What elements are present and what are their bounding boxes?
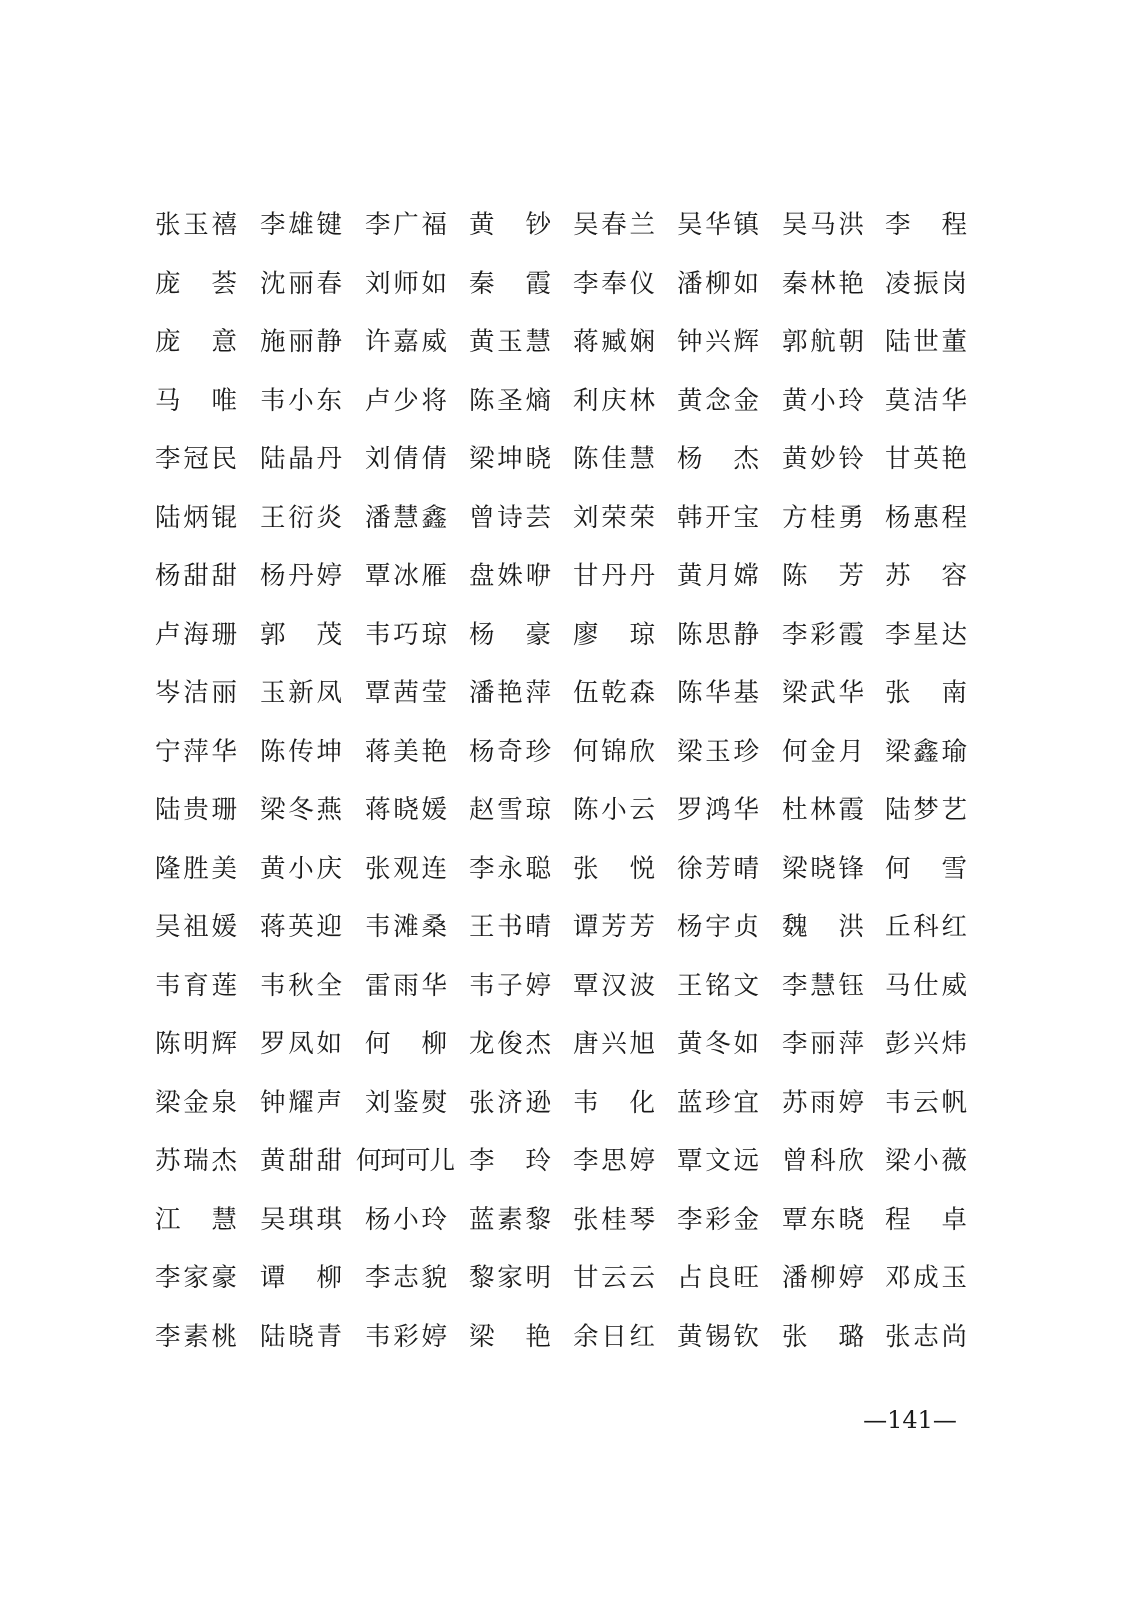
person-name: 许嘉威	[365, 327, 447, 357]
person-name: 陆炳锟	[155, 502, 237, 533]
person-name: 梁鑫瑜	[885, 736, 967, 767]
person-name: 罗鸿华	[677, 795, 759, 825]
person-name: 李彩霞	[782, 619, 864, 650]
person-name: 庞 荟	[155, 268, 237, 299]
name-row	[0, 1313, 1131, 1372]
person-name: 李慧钰	[782, 970, 864, 1001]
person-name: 韦子婷	[469, 970, 551, 1001]
person-name: 陈明辉	[155, 1029, 237, 1059]
person-name: 梁武华	[782, 678, 864, 708]
name-row	[0, 728, 1131, 787]
person-name: 黎家明	[469, 1263, 551, 1293]
person-name: 何 雪	[885, 853, 967, 884]
person-name: 梁冬燕	[260, 795, 342, 825]
person-name: 韦巧琼	[365, 619, 447, 650]
person-name: 刘倩倩	[365, 444, 447, 474]
person-name: 赵雪琼	[469, 795, 551, 825]
person-name: 蒋美艳	[365, 736, 447, 767]
person-name: 隆胜美	[155, 853, 237, 884]
person-name: 黄甜甜	[260, 1146, 342, 1176]
name-row	[0, 786, 1131, 845]
page-number: —141—	[863, 1406, 957, 1434]
name-row	[0, 1137, 1131, 1196]
person-name: 程 卓	[885, 1204, 967, 1235]
person-name: 蒋英迎	[260, 912, 342, 942]
person-name: 卢海珊	[155, 619, 237, 650]
name-row	[0, 494, 1131, 553]
person-name: 邓成玉	[885, 1263, 967, 1293]
person-name: 曾科欣	[782, 1146, 864, 1176]
person-name: 梁金泉	[155, 1087, 237, 1118]
person-name: 吴春兰	[573, 210, 655, 240]
person-name: 杨甜甜	[155, 561, 237, 591]
person-name: 杨 杰	[677, 444, 759, 474]
person-name: 潘艳萍	[469, 678, 551, 708]
person-name: 韦 化	[573, 1087, 655, 1118]
person-name: 杨小玲	[365, 1204, 447, 1235]
name-row	[0, 962, 1131, 1021]
names-grid	[0, 201, 1131, 1371]
person-name: 蒋晓媛	[365, 795, 447, 825]
person-name: 吴琪琪	[260, 1204, 342, 1235]
person-name: 张 璐	[782, 1321, 864, 1352]
person-name: 沈丽春	[260, 268, 342, 299]
person-name: 韦滩桑	[365, 912, 447, 942]
person-name: 施丽静	[260, 327, 342, 357]
person-name: 庞 意	[155, 327, 237, 357]
name-row	[0, 669, 1131, 728]
person-name: 刘鉴熨	[365, 1087, 447, 1118]
person-name: 黄妙铃	[782, 444, 864, 474]
person-name: 陈思静	[677, 619, 759, 650]
person-name: 利庆林	[573, 385, 655, 416]
person-name: 潘柳婷	[782, 1263, 864, 1293]
name-row	[0, 1020, 1131, 1079]
person-name: 李永聪	[469, 853, 551, 884]
person-name: 梁玉珍	[677, 736, 759, 767]
person-name: 何珂可儿	[355, 1146, 454, 1176]
person-name: 张桂琴	[573, 1204, 655, 1235]
person-name: 郭 茂	[260, 619, 342, 650]
person-name: 覃东晓	[782, 1204, 864, 1235]
person-name: 伍乾森	[573, 678, 655, 708]
person-name: 杨丹婷	[260, 561, 342, 591]
person-name: 李冠民	[155, 444, 237, 474]
person-name: 梁小薇	[885, 1146, 967, 1176]
person-name: 魏 洪	[782, 912, 864, 942]
person-name: 李家豪	[155, 1263, 237, 1293]
person-name: 玉新凤	[260, 678, 342, 708]
person-name: 陈 芳	[782, 561, 864, 591]
person-name: 唐兴旭	[573, 1029, 655, 1059]
name-row	[0, 201, 1131, 260]
person-name: 徐芳晴	[677, 853, 759, 884]
person-name: 卢少将	[365, 385, 447, 416]
person-name: 张观连	[365, 853, 447, 884]
person-name: 廖 琼	[573, 619, 655, 650]
person-name: 苏 容	[885, 561, 967, 591]
person-name: 韦小东	[260, 385, 342, 416]
person-name: 覃冰雁	[365, 561, 447, 591]
person-name: 张玉禧	[155, 210, 237, 240]
person-name: 李思婷	[573, 1146, 655, 1176]
person-name: 李奉仪	[573, 268, 655, 299]
person-name: 钟兴辉	[677, 327, 759, 357]
person-name: 谭 柳	[260, 1263, 342, 1293]
person-name: 张 悦	[573, 853, 655, 884]
person-name: 谭芳芳	[573, 912, 655, 942]
person-name: 刘荣荣	[573, 502, 655, 533]
person-name: 蒋臧娴	[573, 327, 655, 357]
person-name: 凌振岗	[885, 268, 967, 299]
person-name: 潘慧鑫	[365, 502, 447, 533]
person-name: 马 唯	[155, 385, 237, 416]
person-name: 陆世董	[885, 327, 967, 357]
person-name: 苏瑞杰	[155, 1146, 237, 1176]
name-row	[0, 377, 1131, 436]
person-name: 何金月	[782, 736, 864, 767]
person-name: 韩开宝	[677, 502, 759, 533]
person-name: 方桂勇	[782, 502, 864, 533]
name-row	[0, 260, 1131, 319]
person-name: 何 柳	[365, 1029, 447, 1059]
person-name: 陈佳慧	[573, 444, 655, 474]
person-name: 岑洁丽	[155, 678, 237, 708]
person-name: 陈圣熵	[469, 385, 551, 416]
person-name: 甘云云	[573, 1263, 655, 1293]
person-name: 丘科红	[885, 912, 967, 942]
name-row	[0, 1079, 1131, 1138]
person-name: 黄小玲	[782, 385, 864, 416]
person-name: 罗凤如	[260, 1029, 342, 1059]
person-name: 梁晓锋	[782, 853, 864, 884]
person-name: 甘丹丹	[573, 561, 655, 591]
person-name: 李志貌	[365, 1263, 447, 1293]
person-name: 彭兴炜	[885, 1029, 967, 1059]
person-name: 盘姝咿	[469, 561, 551, 591]
person-name: 秦 霞	[469, 268, 551, 299]
person-name: 余日红	[573, 1321, 655, 1352]
person-name: 潘柳如	[677, 268, 759, 299]
person-name: 刘师如	[365, 268, 447, 299]
person-name: 张 南	[885, 678, 967, 708]
person-name: 杨奇珍	[469, 736, 551, 767]
name-row	[0, 611, 1131, 670]
name-row	[0, 1196, 1131, 1255]
person-name: 李彩金	[677, 1204, 759, 1235]
person-name: 曾诗芸	[469, 502, 551, 533]
person-name: 韦育莲	[155, 970, 237, 1001]
person-name: 黄小庆	[260, 853, 342, 884]
person-name: 张志尚	[885, 1321, 967, 1352]
person-name: 黄冬如	[677, 1029, 759, 1059]
person-name: 钟耀声	[260, 1087, 342, 1118]
person-name: 李广福	[365, 210, 447, 240]
person-name: 覃汉波	[573, 970, 655, 1001]
person-name: 吴祖媛	[155, 912, 237, 942]
name-row	[0, 903, 1131, 962]
person-name: 李星达	[885, 619, 967, 650]
person-name: 吴马洪	[782, 210, 864, 240]
person-name: 王衍炎	[260, 502, 342, 533]
person-name: 覃茜莹	[365, 678, 447, 708]
person-name: 马仕威	[885, 970, 967, 1001]
person-name: 韦云帆	[885, 1087, 967, 1118]
person-name: 黄 钞	[469, 210, 551, 240]
person-name: 黄念金	[677, 385, 759, 416]
person-name: 黄玉慧	[469, 327, 551, 357]
person-name: 宁萍华	[155, 736, 237, 767]
person-name: 梁坤晓	[469, 444, 551, 474]
name-row	[0, 1254, 1131, 1313]
person-name: 王书晴	[469, 912, 551, 942]
person-name: 陆晓青	[260, 1321, 342, 1352]
person-name: 杨 豪	[469, 619, 551, 650]
person-name: 甘英艳	[885, 444, 967, 474]
person-name: 陈传坤	[260, 736, 342, 767]
person-name: 江 慧	[155, 1204, 237, 1235]
person-name: 龙俊杰	[469, 1029, 551, 1059]
person-name: 蓝珍宜	[677, 1087, 759, 1118]
person-name: 陆梦艺	[885, 795, 967, 825]
person-name: 秦林艳	[782, 268, 864, 299]
person-name: 李素桃	[155, 1321, 237, 1352]
person-name: 李 玲	[469, 1146, 551, 1176]
person-name: 李丽萍	[782, 1029, 864, 1059]
person-name: 杨惠程	[885, 502, 967, 533]
person-name: 占良旺	[677, 1263, 759, 1293]
person-name: 陈小云	[573, 795, 655, 825]
person-name: 李 程	[885, 210, 967, 240]
person-name: 梁 艳	[469, 1321, 551, 1352]
person-name: 黄月嫦	[677, 561, 759, 591]
person-name: 张济逊	[469, 1087, 551, 1118]
person-name: 杨宇贞	[677, 912, 759, 942]
person-name: 王铭文	[677, 970, 759, 1001]
person-name: 莫洁华	[885, 385, 967, 416]
person-name: 蓝素黎	[469, 1204, 551, 1235]
person-name: 韦秋全	[260, 970, 342, 1001]
person-name: 韦彩婷	[365, 1321, 447, 1352]
person-name: 陈华基	[677, 678, 759, 708]
name-row	[0, 552, 1131, 611]
person-name: 郭航朝	[782, 327, 864, 357]
person-name: 陆晶丹	[260, 444, 342, 474]
name-row	[0, 318, 1131, 377]
name-row	[0, 845, 1131, 904]
person-name: 雷雨华	[365, 970, 447, 1001]
person-name: 李雄键	[260, 210, 342, 240]
person-name: 黄锡钦	[677, 1321, 759, 1352]
person-name: 杜林霞	[782, 795, 864, 825]
name-row	[0, 435, 1131, 494]
person-name: 覃文远	[677, 1146, 759, 1176]
person-name: 何锦欣	[573, 736, 655, 767]
person-name: 吴华镇	[677, 210, 759, 240]
person-name: 苏雨婷	[782, 1087, 864, 1118]
person-name: 陆贵珊	[155, 795, 237, 825]
